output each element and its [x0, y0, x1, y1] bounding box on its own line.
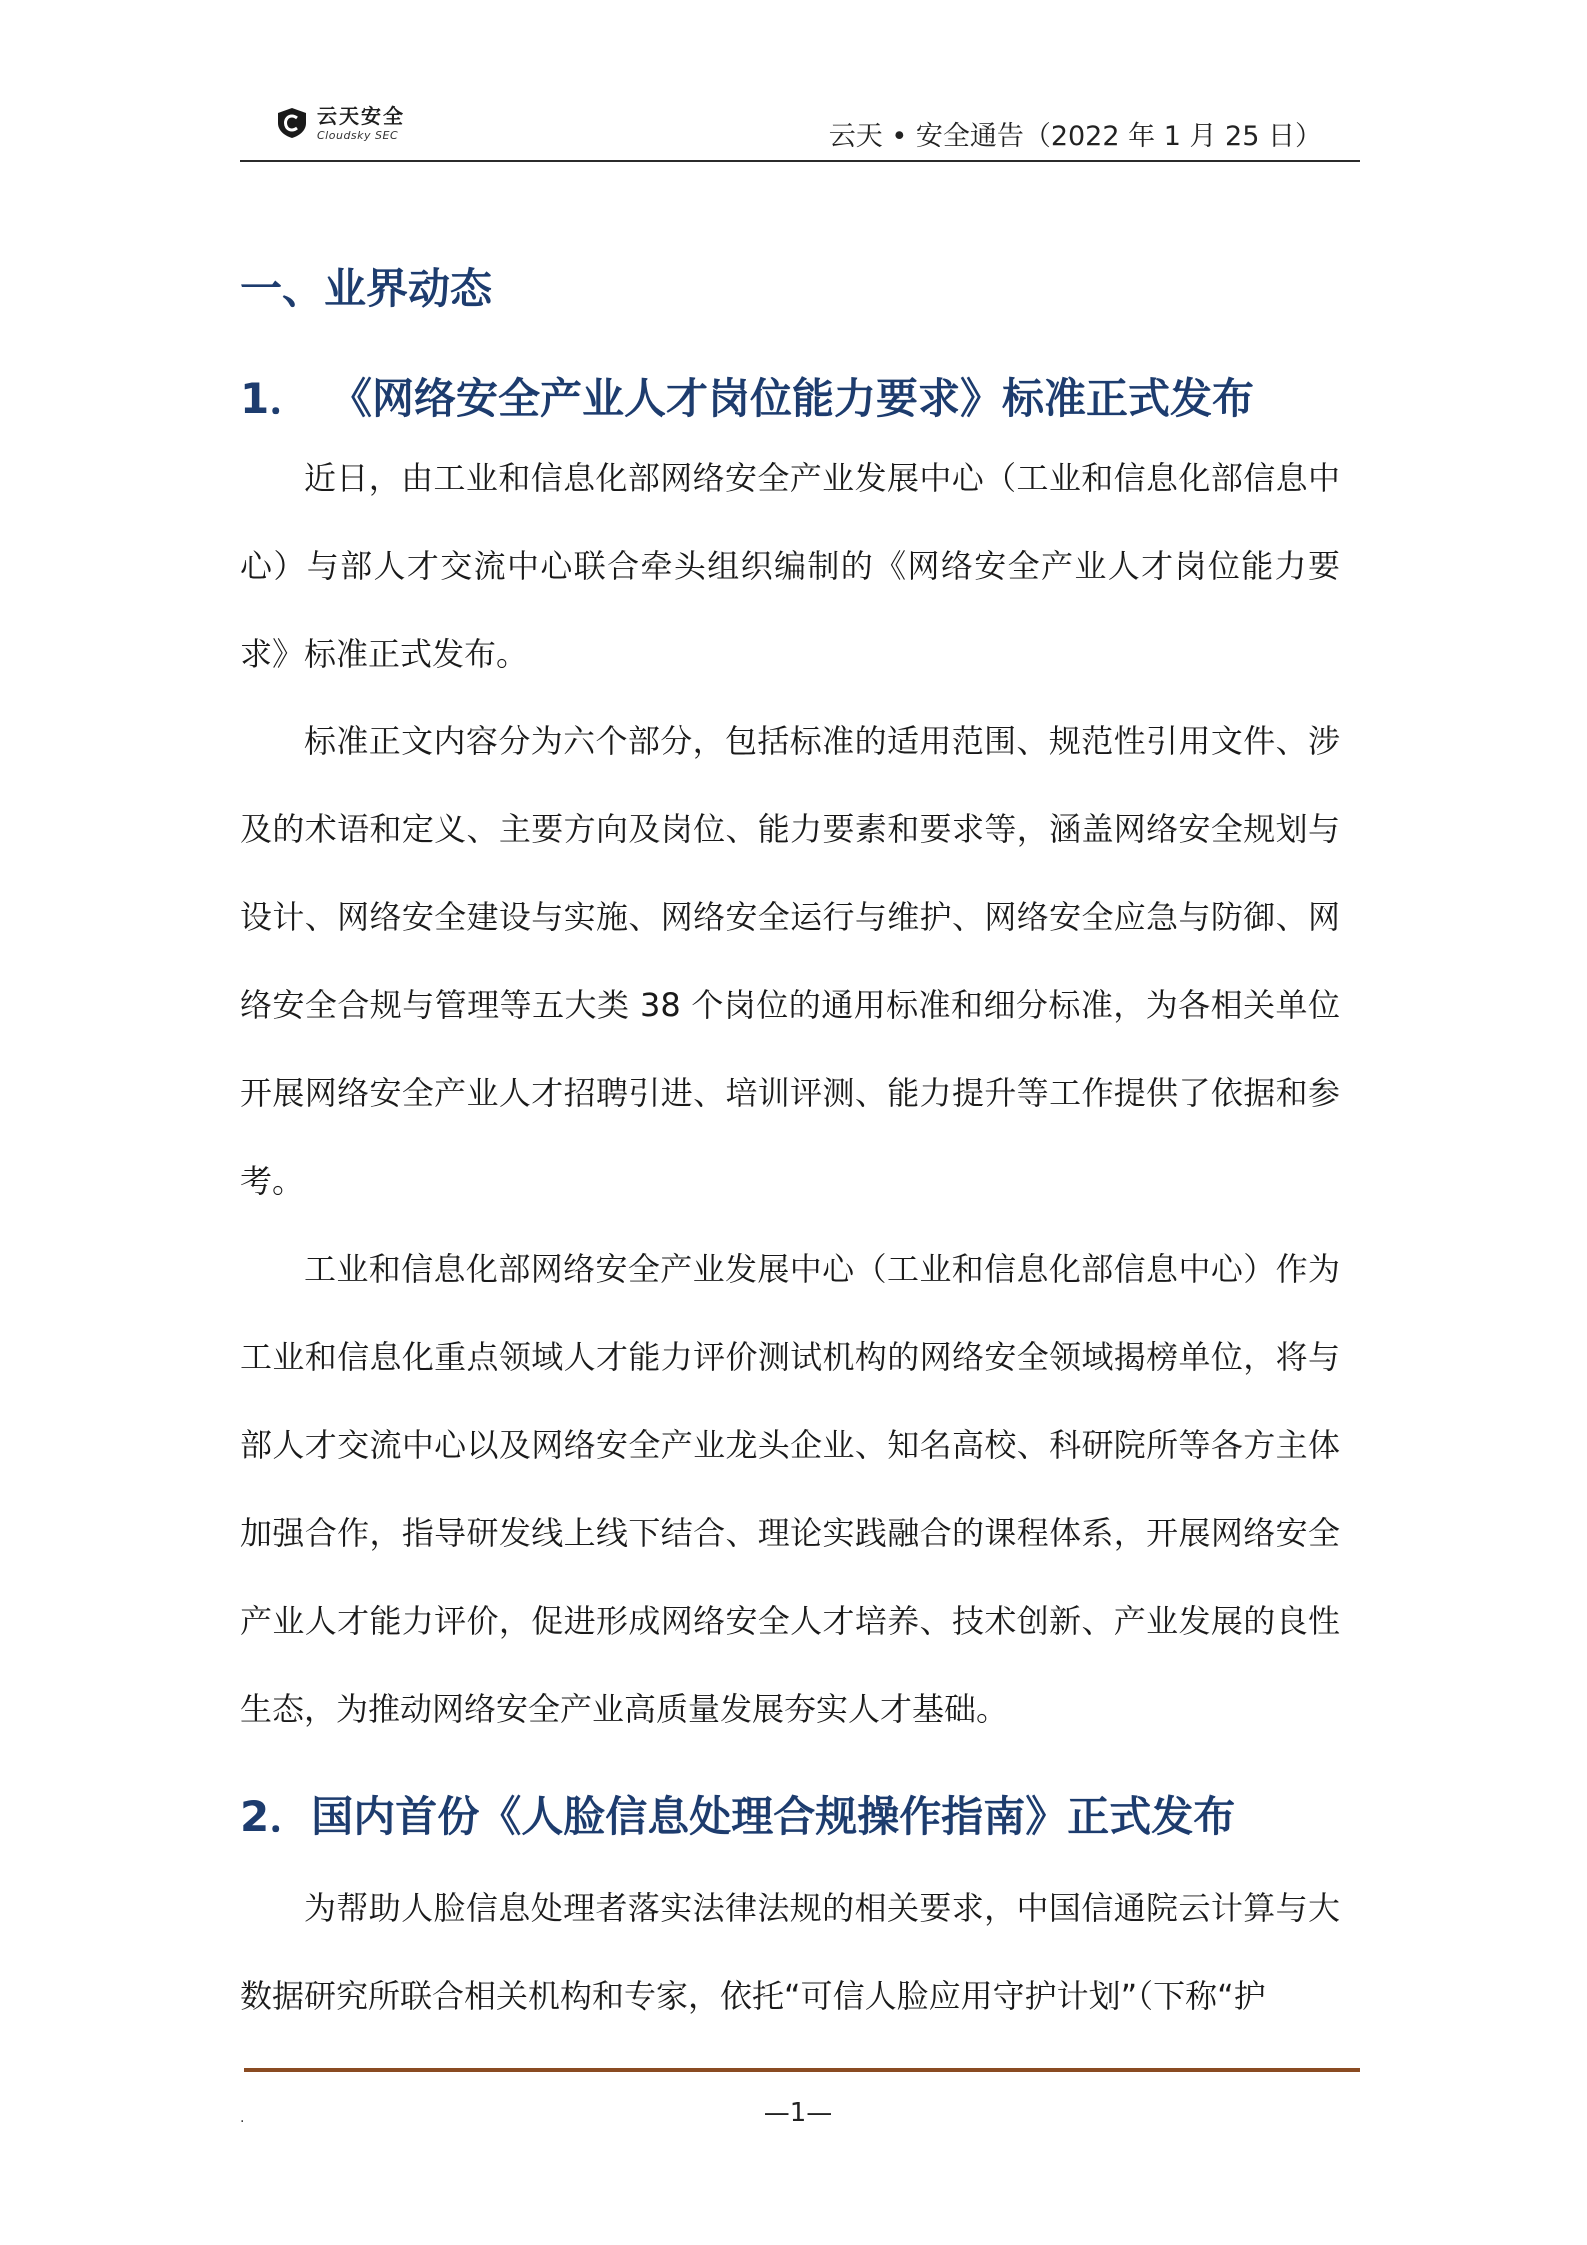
header-divider	[240, 160, 1360, 162]
item-1-heading	[240, 366, 1254, 426]
logo-english-name: Cloudsky SEC	[317, 128, 399, 142]
section-heading: 一、业界动态	[240, 264, 493, 313]
item-2-heading	[240, 1784, 1235, 1844]
logo-text	[317, 103, 405, 142]
footer-divider	[244, 2068, 1360, 2072]
item-2-title: 国内首份《人脸信息处理合规操作指南》正式发布	[311, 1792, 1236, 1841]
item-1-paragraph-1: 近日，由工业和信息化部网络安全产业发展中心（工业和信息化部信息中心）与部人才交流中心联合牵头组织编制的《网络安全产业人才岗位能力要求》标准正式发布。	[240, 459, 1340, 673]
item-1-paragraph-2: 标准正文内容分为六个部分，包括标准的适用范围、规范性引用文件、涉及的术语和定义、主要方向及岗位、能力要素和要求等，涵盖网络安全规划与设计、网络安全建设与实施、网络安全运行与维护、网络安全应急与防御、网络安全合规与管理等五大类 38 个岗位的通用标准和细分标准，为各相关单位开展网络安全产业人才招聘引进、培训评测、能力提升等工作提供了依据和参考。	[240, 722, 1340, 1200]
shield-logo-icon	[275, 106, 309, 140]
item-1-number: 1．	[240, 374, 312, 423]
page-number: —1—	[763, 2098, 833, 2128]
page-header	[240, 88, 1360, 162]
logo-chinese-name: 云天安全	[317, 103, 405, 128]
item-1-title: 《网络安全产业人才岗位能力要求》标准正式发布	[330, 374, 1255, 423]
item-2-paragraph-1: 为帮助人脸信息处理者落实法律法规的相关要求，中国信通院云计算与大数据研究所联合相关机构和专家，依托“可信人脸应用守护计划”（下称“护	[240, 1889, 1340, 2015]
company-logo	[275, 98, 405, 148]
bulletin-title: 云天 • 安全通告（2022 年 1 月 25 日）	[828, 121, 1322, 152]
footer-mark: .	[240, 2110, 245, 2126]
item-2-number: 2．	[240, 1792, 312, 1841]
item-1-paragraph-3: 工业和信息化部网络安全产业发展中心（工业和信息化部信息中心）作为工业和信息化重点领域人才能力评价测试机构的网络安全领域揭榜单位，将与部人才交流中心以及网络安全产业龙头企业、知名高校、科研院所等各方主体加强合作，指导研发线上线下结合、理论实践融合的课程体系，开展网络安全产业人才能力评价，促进形成网络安全人才培养、技术创新、产业发展的良性生态，为推动网络安全产业高质量发展夯实人才基础。	[240, 1250, 1340, 1728]
